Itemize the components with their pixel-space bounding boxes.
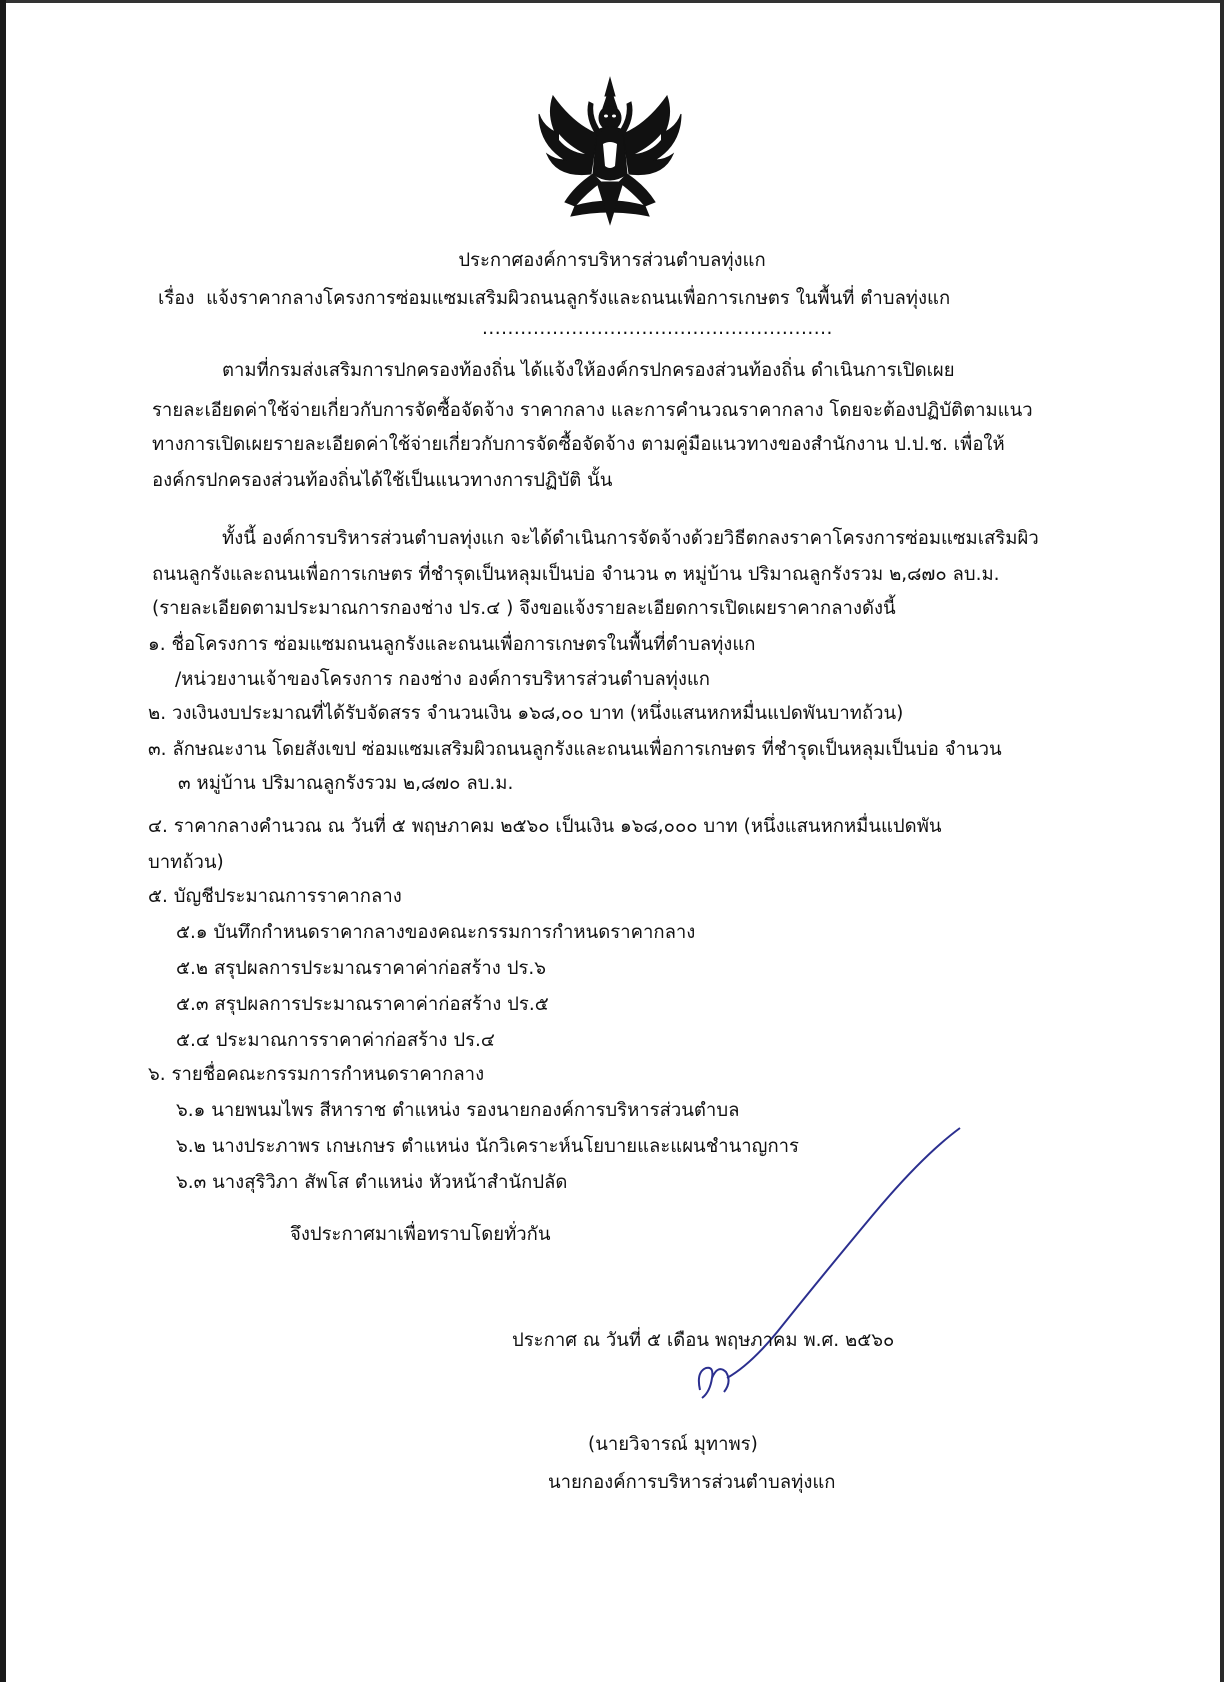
paragraph1-line-1: ตามที่กรมส่งเสริมการปกครองท้องถิ่น ได้แจ้งให้องค์กรปกครองส่วนท้องถิ่น ดำเนินการเปิดเผย [222, 360, 955, 381]
list-item: ๕.๒ สรุปผลการประมาณราคาค่าก่อสร้าง ปร.๖ [176, 958, 546, 979]
list-item: ๔. ราคากลางคำนวณ ณ วันที่ ๕ พฤษภาคม ๒๕๖๐ เป็นเงิน ๑๖๘,๐๐๐ บาท (หนึ่งแสนหกหมื่นแปดพัน [148, 816, 942, 837]
list-item: ๖. รายชื่อคณะกรรมการกำหนดราคากลาง [148, 1064, 485, 1085]
closing-text: จึงประกาศมาเพื่อทราบโดยทั่วกัน [290, 1224, 551, 1245]
subject-line [158, 286, 950, 312]
date-line: ประกาศ ณ วันที่ ๕ เดือน พฤษภาคม พ.ศ. ๒๕๖๐ [512, 1330, 895, 1351]
list-item: ๖.๑ นายพนมไพร สีหาราช ตำแหน่ง รองนายกองค์การบริหารส่วนตำบล [176, 1100, 740, 1121]
subject-label: เรื่อง [158, 288, 195, 309]
list-item: ๖.๓ นางสุริวิภา สัพโส ตำแหน่ง หัวหน้าสำนักปลัด [176, 1172, 568, 1193]
subject-text: แจ้งราคากลางโครงการซ่อมแซมเสริมผิวถนนลูกรังและถนนเพื่อการเกษตร ในพื้นที่ ตำบลทุ่งแก [206, 288, 951, 309]
list-item: ๑. ชื่อโครงการ ซ่อมแซมถนนลูกรังและถนนเพื่อการเกษตรในพื้นที่ตำบลทุ่งแก [148, 634, 756, 655]
signer-position: นายกองค์การบริหารส่วนตำบลทุ่งแก [548, 1472, 836, 1493]
announcement-title: ประกาศองค์การบริหารส่วนตำบลทุ่งแก [458, 250, 766, 271]
paragraph1-line-4: องค์กรปกครองส่วนท้องถิ่นได้ใช้เป็นแนวทางการปฏิบัติ นั้น [152, 470, 613, 491]
list-item: ๕. บัญชีประมาณการราคากลาง [148, 886, 402, 907]
list-item: ๖.๒ นางประภาพร เกษเกษร ตำแหน่ง นักวิเคราะห์นโยบายและแผนชำนาญการ [176, 1136, 799, 1157]
garuda-emblem-icon [535, 74, 685, 234]
list-item: ๓ หมู่บ้าน ปริมาณลูกรังรวม ๒,๘๗๐ ลบ.ม. [178, 773, 514, 794]
list-item: /หน่วยงานเจ้าของโครงการ กองช่าง องค์การบริหารส่วนตำบลทุ่งแก [175, 669, 711, 690]
paragraph2-line-2: ถนนลูกรังและถนนเพื่อการเกษตร ที่ชำรุดเป็นหลุมเป็นบ่อ จำนวน ๓ หมู่บ้าน ปริมาณลูกรังรวม ๒,๘๗๐ ลบ.ม. [152, 564, 1000, 585]
paragraph1-line-2: รายละเอียดค่าใช้จ่ายเกี่ยวกับการจัดซื้อจัดจ้าง ราคากลาง และการคำนวณราคากลาง โดยจะต้องปฏิบัติตามแนว [152, 400, 1033, 421]
scan-top-edge [0, 0, 1224, 3]
list-item: ๕.๔ ประมาณการราคาค่าก่อสร้าง ปร.๔ [176, 1030, 495, 1051]
divider: ....................................................... [482, 318, 833, 339]
paragraph2-line-1: ทั้งนี้ องค์การบริหารส่วนตำบลทุ่งแก จะได้ดำเนินการจัดจ้างด้วยวิธีตกลงราคาโครงการซ่อมแซมเสริมผิว [222, 528, 1039, 549]
paragraph1-line-3: ทางการเปิดเผยรายละเอียดค่าใช้จ่ายเกี่ยวกับการจัดซื้อจัดจ้าง ตามคู่มือแนวทางของสำนักงาน ป.ป.ช. เพื่อให้ [152, 434, 1005, 455]
handwritten-signature-icon [672, 1116, 972, 1416]
list-item: ๒. วงเงินงบประมาณที่ได้รับจัดสรร จำนวนเงิน ๑๖๘,๐๐ บาท (หนึ่งแสนหกหมื่นแปดพันบาทถ้วน) [148, 703, 904, 724]
list-item: ๕.๑ บันทึกกำหนดราคากลางของคณะกรรมการกำหนดราคากลาง [176, 922, 696, 943]
list-item: ๕.๓ สรุปผลการประมาณราคาค่าก่อสร้าง ปร.๕ [176, 994, 549, 1015]
list-item: ๓. ลักษณะงาน โดยสังเขป ซ่อมแซมเสริมผิวถนนลูกรังและถนนเพื่อการเกษตร ที่ชำรุดเป็นหลุมเป็นบ่อ จำนวน [148, 739, 1002, 760]
paragraph2-line-3: (รายละเอียดตามประมาณการกองช่าง ปร.๔ ) จึงขอแจ้งรายละเอียดการเปิดเผยราคากลางดังนี้ [152, 598, 896, 619]
list-item: บาทถ้วน) [148, 852, 224, 873]
signer-name: (นายวิจารณ์ มุทาพร) [588, 1434, 758, 1455]
